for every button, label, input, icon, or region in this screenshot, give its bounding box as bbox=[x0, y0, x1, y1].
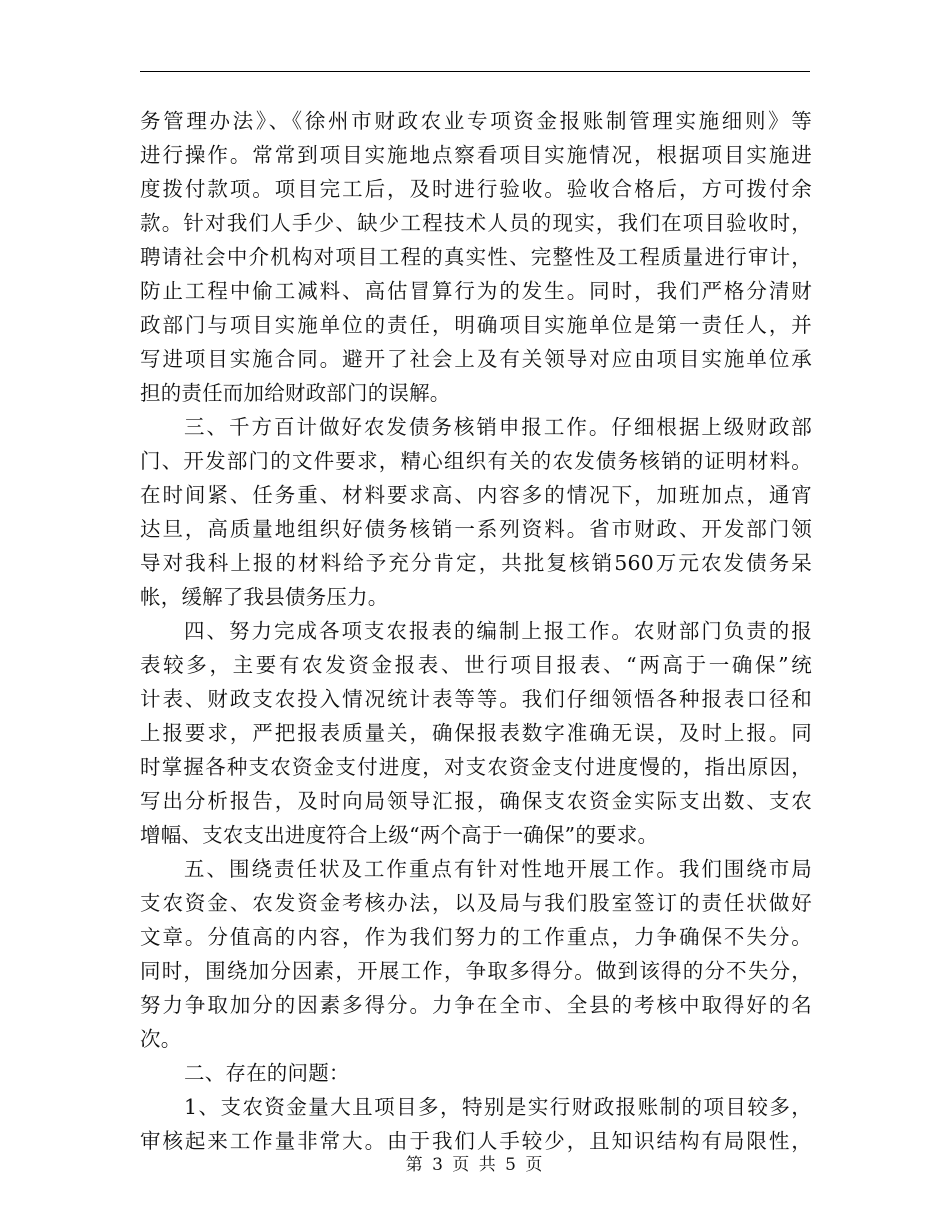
text-line: 度拨付款项。项目完工后，及时进行验收。验收合格后，方可拨付余 bbox=[140, 177, 812, 201]
text-line: 务管理办法》、《徐州市财政农业专项资金报账制管理实施细则》等 bbox=[140, 109, 812, 133]
text-line: 在时间紧、任务重、材料要求高、内容多的情况下，加班加点，通宵 bbox=[140, 483, 812, 507]
text-line: 四、努力完成各项支农报表的编制上报工作。农财部门负责的报 bbox=[184, 619, 812, 643]
text-line: 1、支农资金量大且项目多，特别是实行财政报账制的项目较多， bbox=[184, 1095, 812, 1119]
text-line: 五、围绕责任状及工作重点有针对性地开展工作。我们围绕市局 bbox=[184, 857, 812, 881]
text-line: 门、开发部门的文件要求，精心组织有关的农发债务核销的证明材料。 bbox=[140, 449, 812, 473]
text-line: 达旦，高质量地组织好债务核销一系列资料。省市财政、开发部门领 bbox=[140, 517, 812, 541]
text-line: 上报要求，严把报表质量关，确保报表数字准确无误，及时上报。同 bbox=[140, 721, 812, 745]
text-line: 导对我科上报的材料给予充分肯定，共批复核销560万元农发债务呆 bbox=[140, 551, 812, 575]
text-line: 写出分析报告，及时向局领导汇报，确保支农资金实际支出数、支农 bbox=[140, 789, 812, 813]
text-line: 防止工程中偷工减料、高估冒算行为的发生。同时，我们严格分清财 bbox=[140, 279, 812, 303]
text-line: 表较多，主要有农发资金报表、世行项目报表、“两高于一确保”统 bbox=[140, 653, 812, 677]
text-line: 审核起来工作量非常大。由于我们人手较少，且知识结构有局限性， bbox=[140, 1129, 812, 1153]
text-line: 增幅、支农支出进度符合上级“两个高于一确保”的要求。 bbox=[140, 823, 659, 847]
text-line: 时掌握各种支农资金支付进度，对支农资金支付进度慢的，指出原因， bbox=[140, 755, 812, 779]
text-line: 二、存在的问题： bbox=[184, 1061, 350, 1085]
text-line: 款。针对我们人手少、缺少工程技术人员的现实，我们在项目验收时， bbox=[140, 211, 812, 235]
text-line: 努力争取加分的因素多得分。力争在全市、全县的考核中取得好的名 bbox=[140, 993, 812, 1017]
document-body bbox=[140, 104, 812, 1158]
text-line: 计表、财政支农投入情况统计表等等。我们仔细领悟各种报表口径和 bbox=[140, 687, 812, 711]
text-line: 支农资金、农发资金考核办法，以及局与我们股室签订的责任状做好 bbox=[140, 891, 812, 915]
text-line: 三、千方百计做好农发债务核销申报工作。仔细根据上级财政部 bbox=[184, 415, 812, 439]
text-line: 写进项目实施合同。避开了社会上及有关领导对应由项目实施单位承 bbox=[140, 347, 812, 371]
text-line: 担的责任而加给财政部门的误解。 bbox=[140, 381, 451, 405]
text-line: 次。 bbox=[140, 1027, 182, 1051]
text-line: 进行操作。常常到项目实施地点察看项目实施情况，根据项目实施进 bbox=[140, 143, 812, 167]
text-line: 帐，缓解了我县债务压力。 bbox=[140, 585, 389, 609]
text-line: 政部门与项目实施单位的责任，明确项目实施单位是第一责任人，并 bbox=[140, 313, 812, 337]
page-footer: 第 3 页 共 5 页 bbox=[405, 1155, 545, 1175]
text-line: 同时，围绕加分因素，开展工作，争取多得分。做到该得的分不失分， bbox=[140, 959, 812, 983]
header-rule bbox=[140, 71, 810, 72]
text-line: 聘请社会中介机构对项目工程的真实性、完整性及工程质量进行审计， bbox=[140, 245, 812, 269]
text-line: 文章。分值高的内容，作为我们努力的工作重点，力争确保不失分。 bbox=[140, 925, 812, 949]
